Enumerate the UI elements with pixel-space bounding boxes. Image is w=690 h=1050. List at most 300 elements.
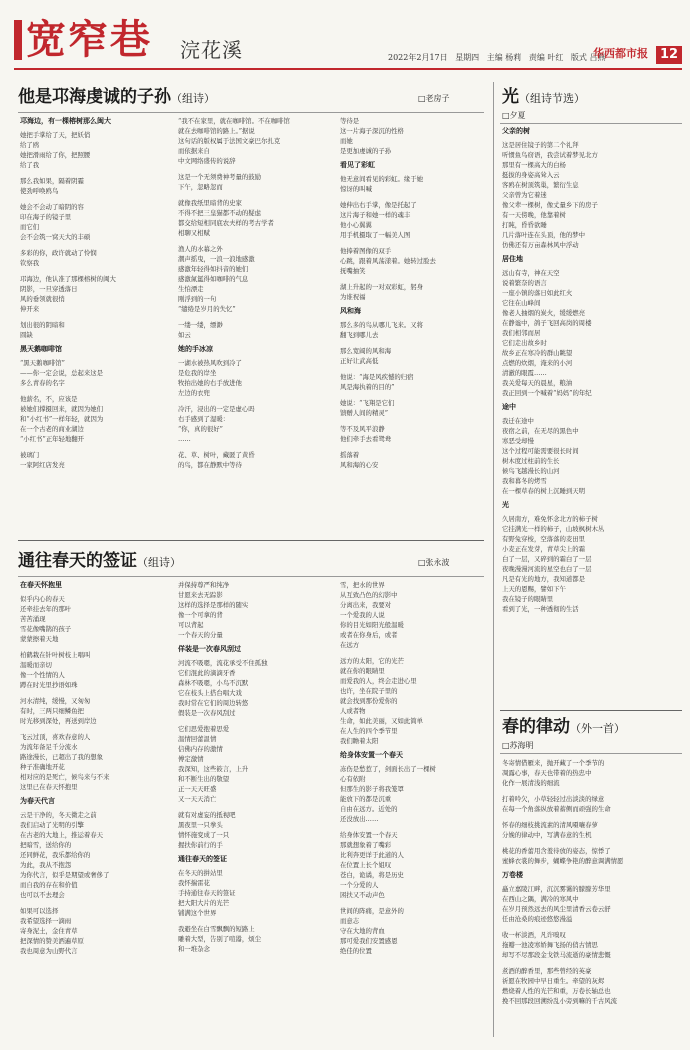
poem2-heading <box>502 86 585 110</box>
poem-line: 在每一个角落纵放着蓄侧而顽强的生命 <box>502 805 611 813</box>
poem-line: 而它们 <box>20 223 40 231</box>
poem-line: 它们思爱抱着思爱 <box>178 725 230 733</box>
poem-line: 一缕一缕，缥渺 <box>178 321 223 329</box>
poem-line: 河水清纯，缓慢，又匆匆 <box>20 697 91 705</box>
poem1-title: 他是邛海虔诚的子孙 <box>18 87 171 107</box>
poem-line: 打着呤欠，小草轻轻过出淡淡的绿意 <box>502 795 605 803</box>
poem-line: 冻伤是愁惹了，剑面长出了一棵树 <box>340 765 436 773</box>
poem-line: 还没放出…… <box>340 815 379 823</box>
poem-line: 燃烧着人性的光芒和重，万卷长轴总也 <box>502 987 611 995</box>
poem-line: 任由沧桑的痕迹悠悠漫溢 <box>502 915 573 923</box>
poem-line: 一个春天的分量 <box>178 631 223 639</box>
poem-line: 铺满这个世界 <box>178 909 217 917</box>
poem-line: 路途漫长，已超出了我的想象 <box>20 753 104 761</box>
poem-line: 在古老的大地上，推运着春天 <box>20 831 104 839</box>
poem-line: 我时常在它们的周边转悠 <box>178 699 249 707</box>
poem-line: 树木度过柱前的生长 <box>502 457 560 465</box>
poem-line: 能放下的都是沉重 <box>340 795 392 803</box>
poem-line: 你的目光如阳光般温暖 <box>340 621 404 629</box>
poem-line: 给了我 <box>20 161 40 169</box>
poem-line: …… <box>178 435 191 443</box>
poem-subtitle: 看见了彩虹 <box>340 161 375 169</box>
poem-line: 白了一层，又碎到的霜白了一层 <box>502 555 592 563</box>
poem-line: 在冬天的拼站里 <box>178 869 223 877</box>
poem-line: 祈愿在牧园中早日重生。牵望的灰烬 <box>502 977 605 985</box>
poem-line: 相对应的是死亡，候鸟来与不来 <box>20 773 110 781</box>
poem-line: 左边的衣兜 <box>178 389 210 397</box>
poem3-title-rule <box>18 576 484 577</box>
poem-line: 像老人抽烟的炭火，缓缓燃亮 <box>502 309 586 317</box>
poem-line: 像一个可拿的背 <box>178 611 223 619</box>
poem-line: 清澈的眼霞…… <box>502 369 547 377</box>
poem-line: 森林不吸嗯，小鸟不沉默 <box>178 679 249 687</box>
poem2-title-rule <box>500 123 682 124</box>
poem-line: 挺拔的身姿高耸入云 <box>502 171 560 179</box>
poem-line: 为谁祝福 <box>340 293 366 301</box>
poem-line: 正一天天旺盛 <box>178 785 217 793</box>
poem-line: 这一片海子深沉的性格 <box>340 127 404 135</box>
poem-line: 右手感到了湿暖： <box>178 415 230 423</box>
poem-line: 矗立嘉陵江畔，沉沉雾霭的朦朦芳华里 <box>502 885 611 893</box>
poem-subtitle: 黑天鹅咖啡馆 <box>20 345 62 353</box>
poem-line: 就像我纸里暗背的史家 <box>178 199 242 207</box>
poem-line: 感激年轻得如抖音的她们 <box>178 265 249 273</box>
poem-line: 邛海边，他认准了那棵榕树的闽大 <box>20 275 116 283</box>
poem-line: “小红书”正年轻地翻开 <box>20 435 85 443</box>
poem-line: 相聊又相赋 <box>178 229 210 237</box>
poem-line: 温暖而亲切 <box>20 661 52 669</box>
poem-line: 我和暮冬的烤雪 <box>502 477 547 485</box>
poem2-genre: （组诗节选） <box>519 92 585 105</box>
poem-line: 就在去咖啡馆的路上。”据说 <box>178 127 255 135</box>
poem-line: 他小心翼翼 <box>340 221 372 229</box>
poem-line: 他薪名，不，应该是 <box>20 395 78 403</box>
poem-line: 就会找到那份爱你的 <box>340 697 398 705</box>
poem-line: 他捧着图像的双手 <box>340 247 392 255</box>
poem-line: 多彩的你，政许就动了怜悯 <box>20 249 97 257</box>
poem-line: 而意志 <box>340 917 360 925</box>
poem2-title: 光 <box>502 87 519 107</box>
poem-line: 时光移到深处，再送到岸边 <box>20 717 97 725</box>
poem-line: 渔人的水幕之外 <box>178 245 223 253</box>
poem-line: 蹲在时光里抄语如珠 <box>20 681 78 689</box>
poem-line: 她伸出右手掌，像是托起了 <box>340 201 417 209</box>
poem-subtitle: 通往春天的签证 <box>178 855 227 863</box>
poem-line: 等不及风平浪静 <box>340 425 385 433</box>
poem-line: 那就想象着了嘴彩 <box>340 841 392 849</box>
poem-line: “缱绻是岁月的失忆” <box>178 305 236 313</box>
poem-line: 花、草、树叶，藏匿了黄昏 <box>178 451 255 459</box>
poem-subtitle: 她的手冰凉 <box>178 345 213 353</box>
poem-line: 如云 <box>178 331 191 339</box>
poem1-heading <box>18 86 215 110</box>
poem-subtitle: 父亲的树 <box>502 127 530 135</box>
poem-line: 一个分爱的人 <box>340 881 379 889</box>
poem-line: 也可以不去理会 <box>20 891 65 899</box>
poem-line: 有一天傍晚，他靠着树 <box>502 211 566 219</box>
poem-line: 几片落叶连在头顶，他的梦中 <box>502 231 586 239</box>
poem-line: 摇落着 <box>340 451 360 459</box>
poem-line: 我怀揣雷花 <box>178 879 210 887</box>
poem-line: 把大阳大片的光芒 <box>178 899 230 907</box>
poem-line: 和一堆杂念 <box>178 945 210 953</box>
poem-line: 冬寄情借雁来，抛开藏了一个季节的 <box>502 759 605 767</box>
poem-subtitle: 光 <box>502 501 509 509</box>
poem-line: 它们混此的滴滴牙香 <box>178 669 236 677</box>
poem2-author: □夕夏 <box>502 111 526 120</box>
poem-line: 就有对虚妄的抵视吧 <box>178 811 236 819</box>
poem-line: 上天的恩赐，譬如下午 <box>502 585 566 593</box>
editor-credit: 主编 杨莉 <box>486 53 522 62</box>
poem-line: 黑夜里一只拳头 <box>178 821 223 829</box>
poem-line: 信佛内存的激情 <box>178 745 223 753</box>
poem-line: 生怕漂走 <box>178 285 204 293</box>
poem-line: “我不在家里，就在咖啡馆。不在咖啡馆 <box>178 117 290 125</box>
poem-line: 甘愿来去无踪影 <box>178 591 223 599</box>
poem-line: 他们牵手去看鸳鸯 <box>340 435 392 443</box>
poem-line: 她会不会动了暗阴的容 <box>20 203 84 211</box>
poem-line: 多么青春的名字 <box>20 379 65 387</box>
poem-line: 为此，我从不抱怨 <box>20 861 72 869</box>
poem-line: 那可爱我们安置感恩 <box>340 937 398 945</box>
poem-line: 我们相邻而居 <box>502 329 541 337</box>
poem-line: 听惯鱼鸟窃语，我尝试着梦见北方 <box>502 151 598 159</box>
poem-line: 候鸟飞越漫长的山河 <box>502 467 560 475</box>
poem-line: 并保持尊严和纯净 <box>178 581 230 589</box>
poem-line: 那么宽阔的风和海 <box>340 347 392 355</box>
poem-line: 不得不把三皇猫都不动的疑虑 <box>178 209 262 217</box>
poem-line: 世间的阵痛，是意外的 <box>340 907 404 915</box>
poem-line: 苍白，诡谲，将是历史 <box>340 871 404 879</box>
poem1-column-3 <box>340 116 488 536</box>
poem-line: 这是居住镜子的第二个礼拜 <box>502 141 579 149</box>
poem-subtitle: 居住地 <box>502 255 523 263</box>
poem-line: 夜宿之前，在无尽的黑色中 <box>502 427 579 435</box>
poem-line: 被她们撑摄回来，就因为她们 <box>20 405 104 413</box>
poem-line: 人或者物 <box>340 707 366 715</box>
poem-line: 给身体安置一个春天 <box>340 831 398 839</box>
poem-subtitle: 佯装是一次春风刮过 <box>178 645 241 653</box>
column-divider <box>493 82 494 1037</box>
poem-line: 那么我如果，隔着阴霾 <box>20 177 84 185</box>
poem-line: 煮酒的醉香里，那些曾经的英豪 <box>502 967 592 975</box>
poem-line: 是危我的岸坐 <box>178 369 217 377</box>
poem-line: 困扶又不动声色 <box>340 891 385 899</box>
poem-line: 仿佛还有万亩森林风中浮动 <box>502 241 579 249</box>
poem-line: 手持通往春天的签证 <box>178 889 236 897</box>
poem-line: 绝佳的位置 <box>340 947 372 955</box>
poem-line: 从互致凸色的幻影中 <box>340 591 398 599</box>
poem-line: 自由在远方。近处的 <box>340 805 398 813</box>
poem4-author: □苏海明 <box>502 741 534 750</box>
poem-subtitle: 万卷楼 <box>502 871 523 879</box>
issue-weekday: 星期四 <box>455 53 480 62</box>
poem-line: 那里有一棵高大的白杨 <box>502 161 566 169</box>
poem-line: 苦苦涌现 <box>20 615 46 623</box>
poem-subtitle: 为春天代言 <box>20 797 55 805</box>
poem-line: 拖瓣一池凌寒娇舞飞扬的俏古情思 <box>502 941 598 949</box>
poem1-column-1 <box>20 116 170 536</box>
poem-line: ——你一定会说，总起来这是 <box>20 369 104 377</box>
poem-line: 在位置上长个姐叹 <box>340 861 392 869</box>
poem-line: 在岁月预然远去的风尘里清香云卷云舒 <box>502 905 611 913</box>
poem3-genre: （组诗） <box>137 556 181 569</box>
poem-line: 挽不回那段回溯纷乱小旁到嘛的千古风流 <box>502 997 618 1005</box>
poem-subtitle: 途中 <box>502 403 516 411</box>
poem-line: 久居南方，难免怀念北方的柿子树 <box>502 515 598 523</box>
poem-line: 而爱我的人，终会走进心里 <box>340 677 417 685</box>
poem-line: 抚嘴抽笑 <box>340 267 366 275</box>
poem-line: 桃花的香蕾用含羞待放的姿态，惊悸了 <box>502 847 611 855</box>
poem-line: 远方的太阳，它的光芒 <box>340 657 404 665</box>
right-separator <box>500 710 682 711</box>
poem-line: 我在镜子的眼睛里 <box>502 595 554 603</box>
poem-line: 牧拍出她的右手放进他 <box>178 379 242 387</box>
poem-line: 这样的选择是那样的随实 <box>178 601 249 609</box>
poem-line: 她说：“飞翔是它们 <box>340 399 395 407</box>
poem-line: 可以背起 <box>178 621 204 629</box>
masthead-accent-bar <box>14 20 22 60</box>
poem3-column-2 <box>178 580 328 1040</box>
poem-line: 钦察我 <box>20 259 40 267</box>
poem-line: 把深情的赞美洒遍草原 <box>20 937 84 945</box>
poem-line: 风和海的心安 <box>340 461 379 469</box>
poem-line: 我们启动了光明的引擎 <box>20 821 84 829</box>
poem-line: 一家阿红店发亮 <box>20 461 65 469</box>
poem-line: 河流不吸嗯，流花承受不住孤独 <box>178 659 268 667</box>
poem-line: 这片海子和她一样的魂丰 <box>340 211 411 219</box>
poem-line: 或者在你身后，或者 <box>340 631 398 639</box>
poem-line: 伸开来 <box>20 305 40 313</box>
poem4-heading <box>502 716 625 740</box>
poem-line: 说着繁奈的语言 <box>502 279 547 287</box>
poem-line: 它们走出故乡时 <box>502 339 547 347</box>
poem-line: 被璃门 <box>20 451 40 459</box>
poem-line: 在一棵草春的树上沉睡到天明 <box>502 487 586 495</box>
poem4-genre: （外一首） <box>570 722 625 735</box>
poem-subtitle: 风和海 <box>340 307 361 315</box>
poem-line: 一湖水被热风吹到冷了 <box>178 359 242 367</box>
poem-line: 就在你的眼睛里 <box>340 667 385 675</box>
poem-line: 划出很的阴暗和 <box>20 321 65 329</box>
poem-line: 为你代言，似乎是期望或奢侈了 <box>20 871 110 879</box>
poem-line: 分离出来，我要对 <box>340 601 392 609</box>
poem-line: 都交给短相同底农夫样的考古学者 <box>178 219 274 227</box>
poem-line: 化作一展清浅的细流 <box>502 779 560 787</box>
poem-line: 还同鲜花，我乐都给你的 <box>20 851 91 859</box>
page-number: 12 <box>656 46 682 64</box>
poem-line: 点燃的炊烟，淹来的小河 <box>502 359 573 367</box>
poem-line: 它往在山峰间 <box>502 299 541 307</box>
poem-line: 种子准确地开花 <box>20 763 65 771</box>
poem-line: 寄身泥土，金住青草 <box>20 927 78 935</box>
poem-line: 寒恶受却慢 <box>502 437 534 445</box>
poem-line: 又一天天消亡 <box>178 795 217 803</box>
poem-line: 雕着大型，告别了喧嚣，烦尘 <box>178 935 262 943</box>
poem-line: 看到了光，一种透彻的生活 <box>502 605 579 613</box>
poem-line: 比利奔更详于此道的人 <box>340 851 404 859</box>
poem-line: 雪花像嘴鹊的孩子 <box>20 625 72 633</box>
poem1-title-rule <box>18 112 484 113</box>
poem-line: 守在大地的背血 <box>340 927 385 935</box>
poem-line: 她把滑雨给了你，把照腰 <box>20 151 91 159</box>
section-separator <box>18 540 484 541</box>
poem-line: 夜晚漫漫河流的星空也白了一层 <box>502 565 592 573</box>
poem-line: 这句话的版权属于法国文豪巴尔扎克 <box>178 137 281 145</box>
poem-line: 似乎内心的春天 <box>20 595 65 603</box>
poem-line: 柏鹤栽在针叶树枝上唱叫 <box>20 651 91 659</box>
poem-line: 而依据来自 <box>178 147 210 155</box>
poem-line: 在远方 <box>340 641 360 649</box>
poem-line: 它在枝头上搭台唱大戏 <box>178 689 242 697</box>
poem-line: 和不断生出的敬望 <box>178 775 230 783</box>
poem-line: 我希望选择一滴雨 <box>20 917 72 925</box>
poem-line: 凋露心事，春天也带着的热忠中 <box>502 769 592 777</box>
poem-line: 飞云过顶，喜欢春意的人 <box>20 733 91 741</box>
poem-line: “你，真的很好” <box>178 425 223 433</box>
poem-line: 心跳，跟着风荡漾着。她转过脸去 <box>340 257 436 265</box>
poem-line: 像父辈一棵树，像丈量乡下的房子 <box>502 201 598 209</box>
poem-line: 一个爱我的人说 <box>340 611 385 619</box>
poem1-author: □老房子 <box>418 94 450 103</box>
poem-line: 如果可以选择 <box>20 907 59 915</box>
poem-line: 一座小镇的落日如此红火 <box>502 289 573 297</box>
poem4-title: 春的律动 <box>502 717 570 737</box>
poem-line: 我关爱每天的晨星，粮油 <box>502 379 573 387</box>
poem3-title: 通往春天的签证 <box>18 551 137 571</box>
poem3-author: □张永波 <box>418 558 450 567</box>
poem-line: 等待是 <box>340 117 360 125</box>
poem-line: 我正回到一个喊着“妈妈”的年纪 <box>502 389 592 397</box>
poem-line: 蒙蒙擦着天地 <box>20 635 59 643</box>
poem-line: 的鸟，都在静默中等待 <box>178 461 242 469</box>
header-rule <box>14 68 682 70</box>
poem-line: 湖上升起的一对双彩虹，躬身 <box>340 283 424 291</box>
poem-line: 分娩的律动中，写满春意的生机 <box>502 831 592 839</box>
poem-line: 傅定激情 <box>178 755 204 763</box>
poem-line: 他无意间看见的彩虹。缘于她 <box>340 175 424 183</box>
poem-line: 这是一个无须费神考量的鼓励 <box>178 173 262 181</box>
poem-line: 也许，坐在院子里的 <box>340 687 398 695</box>
poem-line: 我深知，这些筱言，上升 <box>178 765 249 773</box>
poem-subtitle: 邛海边，有一棵榕树那么闽大 <box>20 117 111 125</box>
poem-line: 父亲曾为它着迷 <box>502 191 547 199</box>
poem-line: 是更加虔诚的子孙 <box>340 147 392 155</box>
poem4-column <box>502 758 684 1043</box>
masthead-title: 宽窄巷 <box>26 17 152 63</box>
poem3-heading <box>18 550 181 574</box>
poem-line: 我们瞻着太阳 <box>340 737 379 745</box>
poem-subtitle: 在春天怀抱里 <box>20 581 62 589</box>
issue-date: 2022年2月17日 <box>388 53 448 62</box>
section-subtitle: 浣花溪 <box>180 38 243 62</box>
poem-line: 翻飞到哪儿去 <box>340 331 379 339</box>
poem-line: 却写不尽那段金戈铁马流逝的豪情悲慨 <box>502 951 611 959</box>
poem-line: 在静谧中，鸽子飞回高岗的周楼 <box>502 319 592 327</box>
poem-line: 冷汗，浸出的一定是虚心吗 <box>178 405 255 413</box>
poem-line: 握扶你前行的手 <box>178 841 223 849</box>
poem-line: 像一个性情的人 <box>20 671 65 679</box>
poem-line: 蜜蜂衣裳的舞步，蝴蝶争艳的醉意调满情愿 <box>502 857 624 865</box>
poem-line: 有时，三两只细鳞鱼把 <box>20 707 84 715</box>
poem-line: 假装是一次春风刮过 <box>178 709 236 717</box>
poem-line: 感激氤氲得如咖啡的气息 <box>178 275 249 283</box>
poem-line: 阴影，一旦穿透落日 <box>20 285 78 293</box>
poem-line: 但那生的影子将我笼罩 <box>340 785 404 793</box>
poem-line: 而她 <box>340 137 353 145</box>
poem-line: 会不会筑一窝天大的丰硕 <box>20 233 91 241</box>
poem-line: 雪，把水的世界 <box>340 581 385 589</box>
poem-line: 还牵挂去年的那叶 <box>20 605 72 613</box>
poem-subtitle: 给身体安置一个春天 <box>340 751 403 759</box>
poem-line: 给了鸥 <box>20 141 40 149</box>
poem-line: 为流年备足千分流水 <box>20 743 78 751</box>
poem-line: 打盹，昏昏欲睡 <box>502 221 547 229</box>
poem-line: 惊讶的叫喊 <box>340 185 372 193</box>
poem-line: 正好让武高低 <box>340 357 379 365</box>
poem-line: 我迁在途中 <box>502 417 534 425</box>
poem-line: 用手机摄取了一幅美人图 <box>340 231 411 239</box>
poem3-column-3 <box>340 580 488 1040</box>
poem-line: 情怀施变成了一只 <box>178 831 230 839</box>
poem-line: 在一个古老的商业湖边 <box>20 425 84 433</box>
poem-line: 而自我的存在和价值 <box>20 881 78 889</box>
poem-line: 潮声摇曳，一浪一浪地感激 <box>178 255 255 263</box>
poem-line: 印在海子的镜子里 <box>20 213 72 221</box>
poem-line: 收一杯淡酒，凡许嗅叹 <box>502 931 566 939</box>
poem-line: 我避坐在白雪飘飘的短路上 <box>178 925 255 933</box>
poem-line: 风的垂领就很悄 <box>20 295 65 303</box>
poem-line: 在西山之隅，满冷的寒风中 <box>502 895 579 903</box>
newspaper-brand: 华西都市报 <box>593 47 648 60</box>
poem-line: 这里已在春天怀抱里 <box>20 783 78 791</box>
poem-line: 在人生的四个季节里 <box>340 727 398 735</box>
poem-line: 中文网络盛传的说辞 <box>178 157 236 165</box>
poem-line: 远山有寺，神在天空 <box>502 269 560 277</box>
poem-line: 故乡正在寒冷的群山眺望 <box>502 349 573 357</box>
poem-line: 使劲呼唤鸥鸟 <box>20 187 59 195</box>
poem-line: 它挂满光一样的柿子，山坡枫树木丛 <box>502 525 605 533</box>
poem4-title-rule <box>500 753 682 754</box>
poem-line: 那么多的鸟从哪儿飞来。又将 <box>340 321 424 329</box>
poem-line: 客鸥在树顶筑巢，繁衍生息 <box>502 181 579 189</box>
poem1-column-2 <box>178 116 328 536</box>
poem-line: 怀春的细枝挑流素的清风嗫嚷春萝 <box>502 821 598 829</box>
poem-line: 凡是有光的地方，我知道都是 <box>502 575 586 583</box>
poem3-column-1 <box>20 580 170 1040</box>
issue-meta <box>388 52 610 64</box>
poem-line: 风是海执着的目的” <box>340 383 395 391</box>
poem-line: 馈赠人间的精灵” <box>340 409 389 417</box>
poem-line: 温情回蕾温情 <box>178 735 217 743</box>
poem-line: 圆缺 <box>20 331 33 339</box>
layout-credit: 版式 吕燕 <box>570 53 606 62</box>
poem2-column <box>502 126 684 708</box>
poem1-genre: （组诗） <box>171 92 215 105</box>
poem-line: 云是干净的，冬天微走之前 <box>20 811 97 819</box>
poem-line: 刚浮到的一句 <box>178 295 217 303</box>
poem-line: 她把手掌给了天，把妖俏 <box>20 131 91 139</box>
poem-line: 把暗雪，送给你的 <box>20 841 72 849</box>
poem-line: 小麦正在发芽，青草尖上的霜 <box>502 545 586 553</box>
poem-line: 和“小红书”一样年轻，就因为 <box>20 415 104 423</box>
poem-line: 生命，如此美丽，又如此简单 <box>340 717 424 725</box>
poem-line: 有野兔穿梭，空落落的麦田里 <box>502 535 586 543</box>
duty-editor-credit: 责编 叶红 <box>528 53 564 62</box>
poem-line: 心有依附 <box>340 775 366 783</box>
poem-line: 这个过程可能需要很长时间 <box>502 447 579 455</box>
poem-line: 他说：“海是风疾憾的归宿 <box>340 373 414 381</box>
